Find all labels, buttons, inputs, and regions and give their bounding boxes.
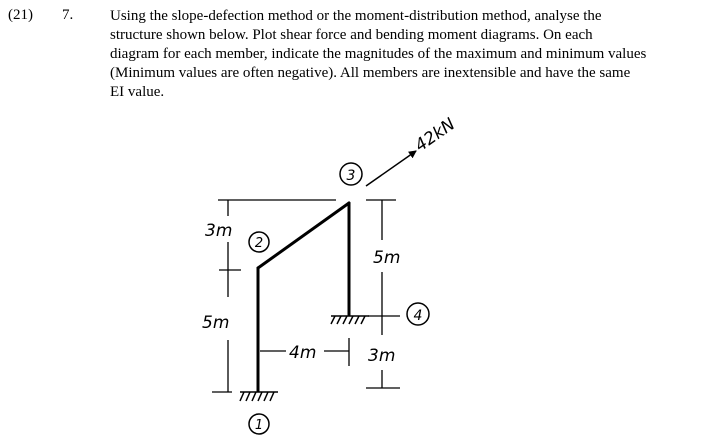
dim-bottom: 4m [289, 343, 317, 363]
member-2-3 [258, 203, 349, 268]
load-arrow [366, 151, 416, 186]
fixed-support-1 [240, 392, 278, 401]
node-label-3-text: 3 [346, 168, 356, 184]
question-line: structure shown below. Plot shear force and bending moment diagrams. On each [110, 27, 593, 43]
question-line: EI value. [110, 84, 165, 100]
question-line: Using the slope-defection method or the moment-distribution method, analyse the [110, 8, 602, 24]
node-label-2-text: 2 [254, 236, 264, 251]
dim-right-lower: 3m [368, 346, 396, 366]
node-label-3 [340, 163, 362, 185]
dim-left-lower: 5m [202, 313, 230, 333]
node-label-1 [249, 414, 269, 434]
question-line: (Minimum values are often negative). All members are inextensible and have the same [110, 65, 631, 81]
node-label-2 [249, 232, 269, 252]
fixed-support-4 [331, 316, 369, 324]
question-number: (21) [8, 7, 33, 23]
dim-right-upper: 5m [373, 248, 401, 268]
question-line: diagram for each member, indicate the magnitudes of the maximum and minimum values [110, 46, 647, 62]
node-label-4 [407, 303, 429, 325]
dim-left-upper: 3m [205, 221, 233, 241]
node-label-4-text: 4 [413, 308, 423, 324]
node-label-1-text: 1 [254, 418, 264, 433]
question-sub-number: 7. [62, 7, 74, 23]
load-label: 42kN [411, 114, 460, 157]
